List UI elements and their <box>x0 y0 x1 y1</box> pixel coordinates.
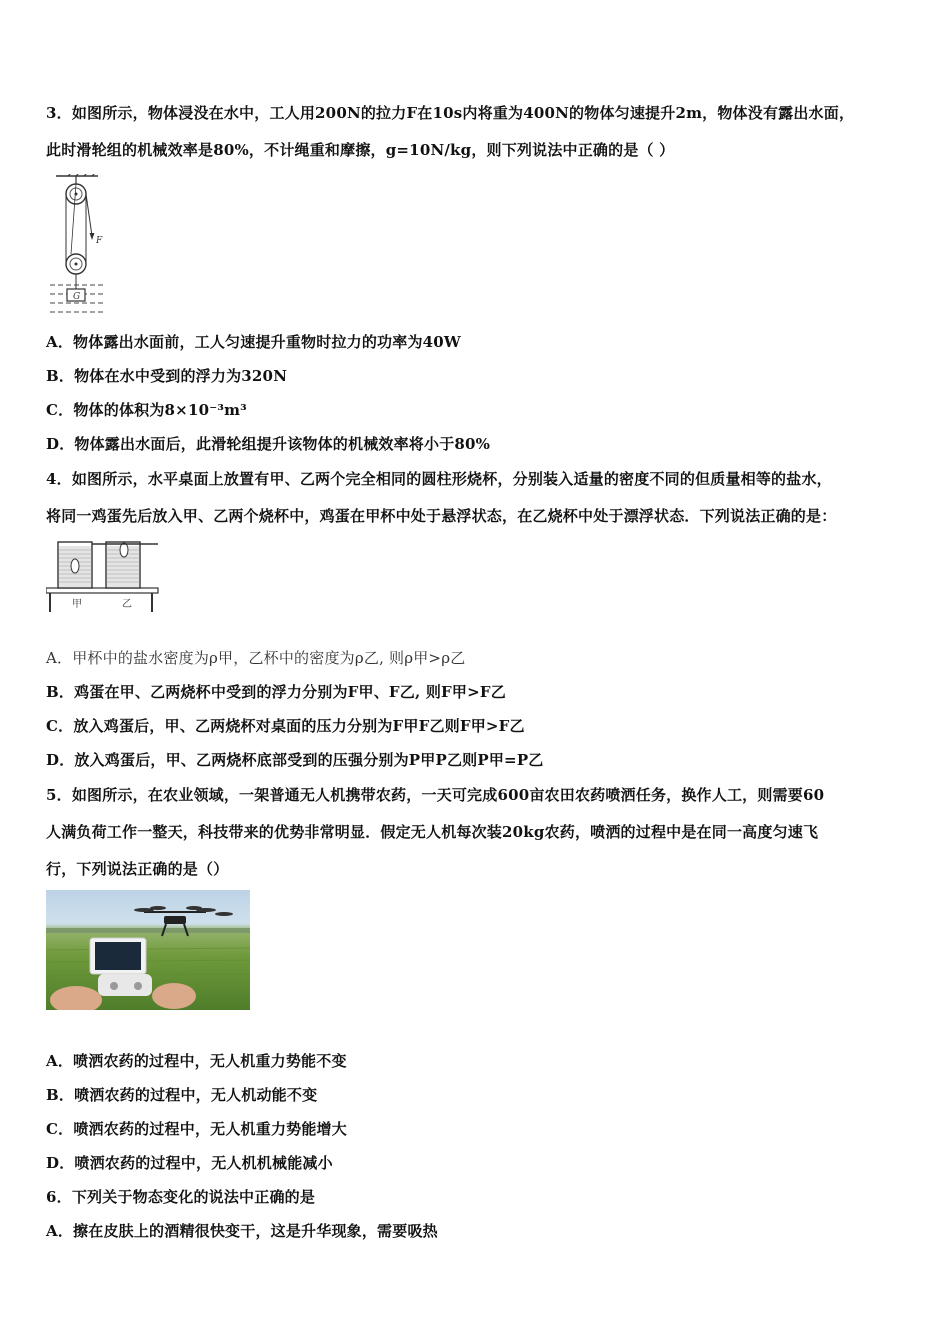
q3-option-d: D．物体露出水面后，此滑轮组提升该物体的机械效率将小于80% <box>46 435 491 453</box>
q3-option-c: C．物体的体积为8×10⁻³m³ <box>46 401 247 419</box>
q4-option-c: C．放入鸡蛋后，甲、乙两烧杯对桌面的压力分别为F甲F乙则F甲>F乙 <box>46 717 525 735</box>
q6-option-a: A．擦在皮肤上的酒精很快变干，这是升华现象，需要吸热 <box>46 1222 438 1240</box>
q5-option-d: D．喷洒农药的过程中，无人机机械能减小 <box>46 1154 333 1172</box>
q5-stem-line-1: 5．如图所示，在农业领域，一架普通无人机携带农药，一天可完成600亩农田农药喷洒任务，换作人工，则需要60 <box>46 786 825 804</box>
q6-stem: 6．下列关于物态变化的说法中正确的是 <box>46 1188 316 1206</box>
beakers-diagram <box>46 536 166 614</box>
q4-option-a: A．甲杯中的盐水密度为ρ甲，乙杯中的密度为ρ乙, 则ρ甲>ρ乙 <box>46 649 466 667</box>
q3-option-a: A．物体露出水面前，工人匀速提升重物时拉力的功率为40W <box>46 333 461 351</box>
force-label: F <box>96 236 103 246</box>
beaker-label-yi: 乙 <box>122 599 132 610</box>
q4-option-b: B．鸡蛋在甲、乙两烧杯中受到的浮力分别为F甲、F乙, 则F甲>F乙 <box>46 683 506 701</box>
q5-option-b: B．喷洒农药的过程中，无人机动能不变 <box>46 1086 318 1104</box>
q3-stem-line-1: 3．如图所示，物体浸没在水中，工人用200N的拉力F在10s内将重为400N的物体匀速提升2m，物体没有露出水面， <box>46 104 855 122</box>
drone-photo <box>46 890 250 1010</box>
q5-stem-line-3: 行，下列说法正确的是（） <box>46 860 229 878</box>
drone-scene <box>46 890 250 1010</box>
q5-option-c: C．喷洒农药的过程中，无人机重力势能增大 <box>46 1120 347 1138</box>
pulley-diagram <box>46 174 116 318</box>
beaker-label-jia: 甲 <box>72 599 82 610</box>
q5-option-a: A．喷洒农药的过程中，无人机重力势能不变 <box>46 1052 347 1070</box>
q4-option-d: D．放入鸡蛋后，甲、乙两烧杯底部受到的压强分别为P甲P乙则P甲=P乙 <box>46 751 544 769</box>
q4-stem-line-2: 将同一鸡蛋先后放入甲、乙两个烧杯中，鸡蛋在甲杯中处于悬浮状态，在乙烧杯中处于漂浮状态．下列说法正确的是： <box>46 507 837 525</box>
q3-option-b: B．物体在水中受到的浮力为320N <box>46 367 288 385</box>
q4-stem-line-1: 4．如图所示，水平桌面上放置有甲、乙两个完全相同的圆柱形烧杯，分别装入适量的密度不同的但质量相等的盐水， <box>46 470 832 488</box>
q5-stem-line-2: 人满负荷工作一整天，科技带来的优势非常明显．假定无人机每次装20kg农药，喷洒的过程中是在同一高度匀速飞 <box>46 823 819 841</box>
remote-controller-icon <box>90 938 152 996</box>
q3-stem-line-2: 此时滑轮组的机械效率是80%，不计绳重和摩擦，g=10N/kg，则下列说法中正确的是（ ） <box>46 141 675 159</box>
weight-label: G <box>73 292 81 302</box>
